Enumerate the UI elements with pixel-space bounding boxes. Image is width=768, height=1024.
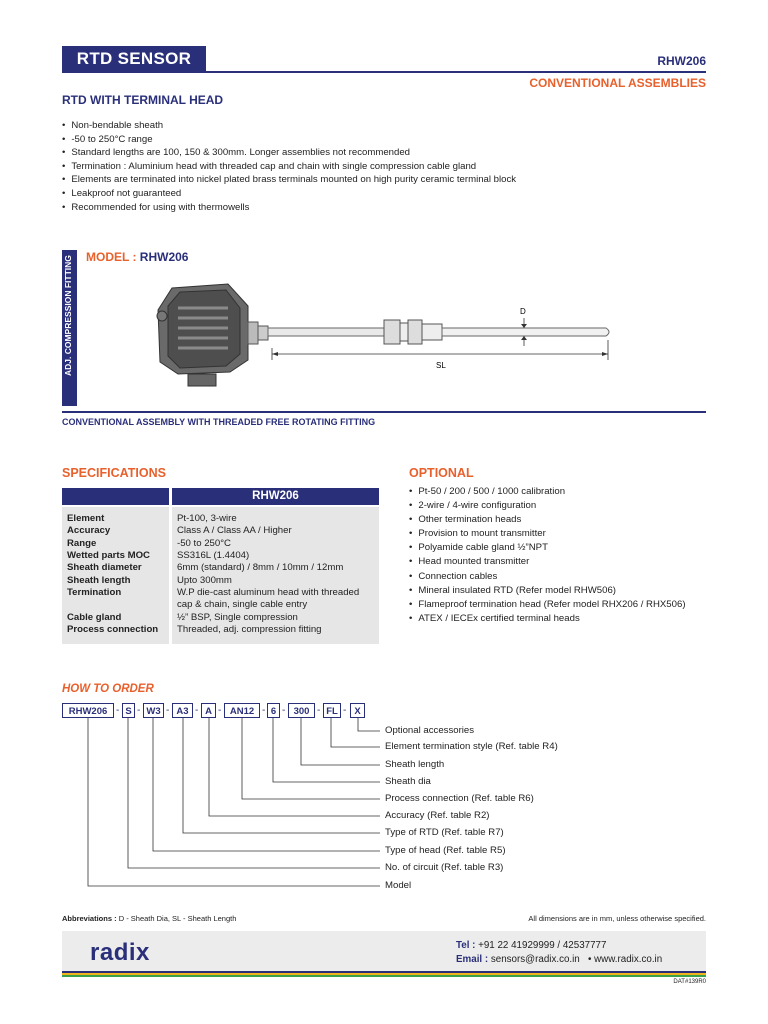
- order-code-process: AN12: [224, 703, 260, 718]
- document-reference: DAT#139R0: [673, 979, 706, 985]
- footer-band: [62, 931, 706, 971]
- website-link[interactable]: www.radix.co.in: [594, 954, 663, 965]
- abbreviations-label: Abbreviations :: [62, 914, 119, 923]
- order-code-circuit: S: [122, 703, 135, 718]
- abbreviations-note: [62, 914, 236, 923]
- order-label: Type of head (Ref. table R5): [385, 845, 506, 856]
- order-code-rtd: A3: [172, 703, 193, 718]
- model-code: RHW206: [657, 54, 706, 68]
- list-item: • Pt-50 / 200 / 500 / 1000 calibration: [409, 485, 686, 499]
- list-item: • Mineral insulated RTD (Refer model RHW506): [409, 584, 686, 598]
- code-separator: -: [166, 705, 170, 716]
- diagram-caption: CONVENTIONAL ASSEMBLY WITH THREADED FREE ROTATING FITTING: [62, 417, 376, 427]
- dimensions-note: All dimensions are in mm, unless otherwise specified.: [528, 914, 706, 923]
- tel-label: Tel :: [456, 940, 479, 951]
- order-label: Optional accessories: [385, 725, 475, 736]
- spec-label: Accuracy: [67, 525, 111, 536]
- dim-d-label: D: [520, 307, 526, 316]
- order-code-termination: FL: [323, 703, 341, 718]
- page-title: RTD SENSOR: [62, 46, 206, 72]
- list-item: • Provision to mount transmitter: [409, 527, 686, 541]
- spec-value: Class A / Class AA / Higher: [177, 525, 292, 536]
- order-label: No. of circuit (Ref. table R3): [385, 862, 504, 873]
- spec-label: Process connection: [67, 624, 159, 635]
- list-item: • Leakproof not guaranteed: [62, 187, 516, 201]
- email-link[interactable]: sensors@radix.co.in: [490, 954, 580, 965]
- spec-value: Threaded, adj. compression fitting: [177, 624, 322, 635]
- spec-label: Cable gland: [67, 612, 122, 623]
- order-label: Accuracy (Ref. table R2): [385, 810, 490, 821]
- optional-title: OPTIONAL: [409, 466, 474, 480]
- list-item: • Termination : Aluminium head with threaded cap and chain with single compression cable gland: [62, 160, 516, 174]
- order-code-optional: X: [350, 703, 365, 718]
- spec-value: Pt-100, 3-wire: [177, 513, 237, 524]
- abbreviations-text: D - Sheath Dia, SL - Sheath Length: [118, 914, 237, 923]
- spec-label: Wetted parts MOC: [67, 550, 150, 561]
- section-subtitle: RTD WITH TERMINAL HEAD: [62, 93, 224, 107]
- spec-value: SS316L (1.4404): [177, 550, 250, 561]
- bullet-separator: •: [582, 954, 595, 965]
- order-label: Process connection (Ref. table R6): [385, 793, 534, 804]
- code-separator: -: [317, 705, 321, 716]
- footer-stripe: [62, 975, 706, 977]
- model-label-prefix: MODEL :: [86, 250, 140, 264]
- order-label: Sheath dia: [385, 776, 431, 787]
- list-item: • Flameproof termination head (Refer model RHX206 / RHX506): [409, 598, 686, 612]
- order-code-head: W3: [143, 703, 164, 718]
- contact-email: [456, 954, 662, 965]
- specifications-title: SPECIFICATIONS: [62, 466, 166, 480]
- order-code-model: RHW206: [62, 703, 114, 718]
- code-separator: -: [262, 705, 266, 716]
- spec-value: ½” BSP, Single compression: [177, 612, 298, 623]
- order-label: Model: [385, 880, 412, 891]
- spec-value: -50 to 250°C: [177, 537, 231, 549]
- company-logo: radix: [90, 939, 150, 966]
- email-label: Email :: [456, 954, 491, 965]
- order-code-accuracy: A: [201, 703, 216, 718]
- how-to-order-title: HOW TO ORDER: [62, 683, 154, 695]
- spec-value: Upto 300mm: [177, 574, 232, 586]
- spec-value: W.P die-cast aluminum head with threaded: [177, 587, 360, 598]
- contact-phone: [456, 940, 606, 951]
- list-item: • Connection cables: [409, 570, 686, 584]
- spec-label: Range: [67, 537, 97, 549]
- code-separator: -: [195, 705, 199, 716]
- order-code-sheath-length: 300: [288, 703, 315, 718]
- order-label: Element termination style (Ref. table R4): [385, 741, 558, 752]
- list-item: • Non-bendable sheath: [62, 119, 516, 133]
- code-separator: -: [137, 705, 141, 716]
- code-separator: -: [282, 705, 286, 716]
- list-item: • 2-wire / 4-wire configuration: [409, 499, 686, 513]
- list-item: • Standard lengths are 100, 150 & 300mm. Longer assemblies not recommended: [62, 146, 516, 160]
- code-separator: -: [343, 705, 347, 716]
- dim-sl-label: SL: [436, 361, 446, 370]
- code-separator: -: [116, 705, 120, 716]
- spec-label: Termination: [67, 587, 122, 598]
- spec-label: Element: [67, 513, 105, 524]
- list-item: • ATEX / IECEx certified terminal heads: [409, 612, 686, 626]
- list-item: • Elements are terminated into nickel plated brass terminals mounted on high purity ceramic terminal block: [62, 173, 516, 187]
- side-label: ADJ. COMPRESSION FITTING: [63, 255, 73, 376]
- list-item: • Head mounted transmitter: [409, 555, 686, 569]
- tel-value: +91 22 41929999 / 42537777: [478, 940, 607, 951]
- order-code-sheath-dia: 6: [267, 703, 280, 718]
- list-item: • Recommended for using with thermowells: [62, 201, 516, 215]
- code-separator: -: [218, 705, 222, 716]
- spec-label: Sheath length: [67, 574, 131, 586]
- spec-header-model: RHW206: [172, 488, 379, 505]
- spec-value: cap & chain, single cable entry: [177, 599, 308, 610]
- spec-value: 6mm (standard) / 8mm / 10mm / 12mm: [177, 562, 344, 573]
- list-item: • Other termination heads: [409, 513, 686, 527]
- list-item: • Polyamide cable gland ½”NPT: [409, 541, 686, 555]
- list-item: • -50 to 250°C range: [62, 133, 516, 147]
- category-label: CONVENTIONAL ASSEMBLIES: [529, 76, 706, 90]
- model-label-code: RHW206: [139, 250, 189, 264]
- order-label: Type of RTD (Ref. table R7): [385, 827, 504, 838]
- spec-label: Sheath diameter: [67, 562, 142, 573]
- order-label: Sheath length: [385, 759, 445, 770]
